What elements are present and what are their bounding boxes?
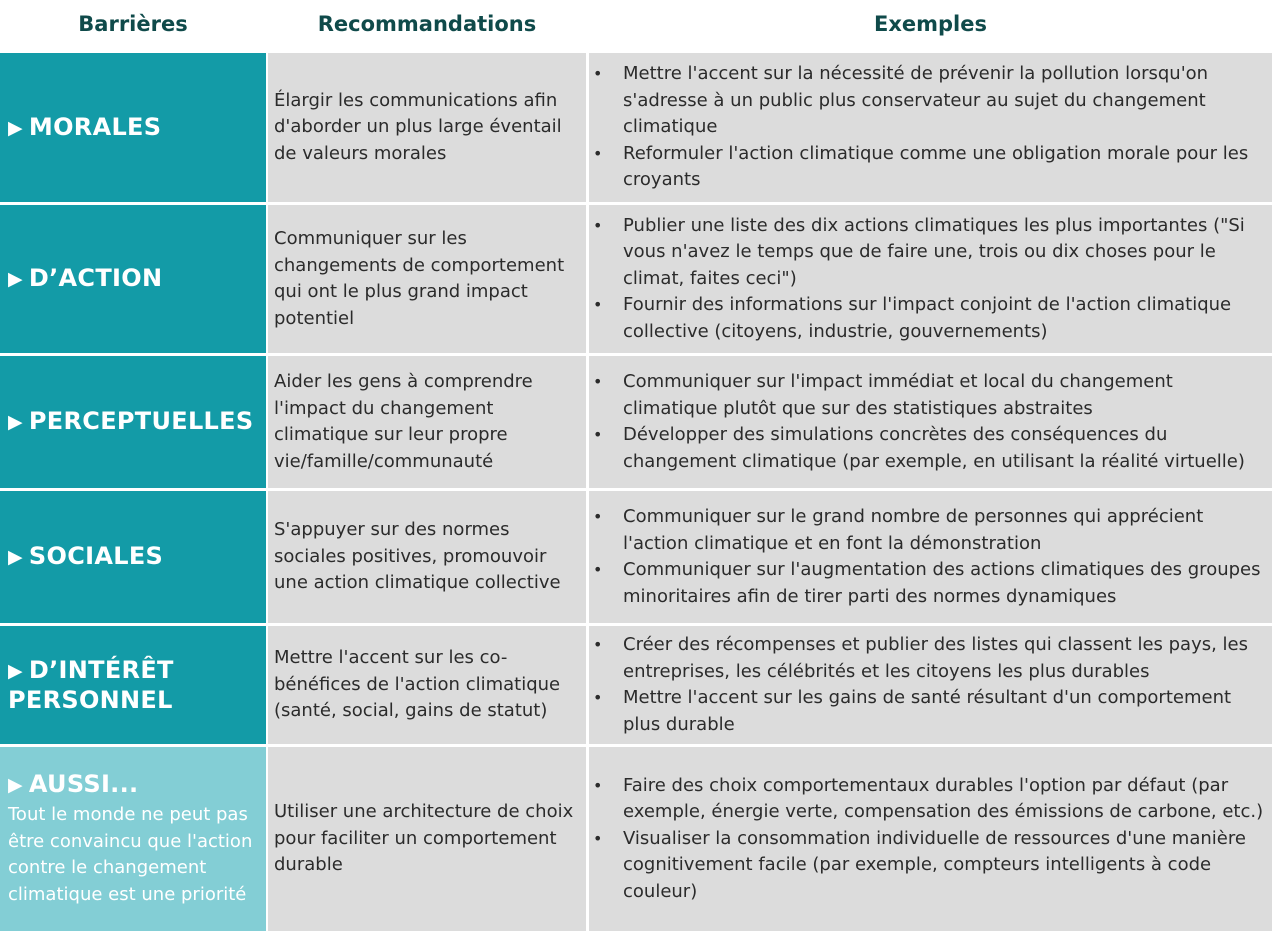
list-item: • Fournir des informations sur l'impact conjoint de l'action climatique collective (citoyens, industrie, gouvernements) xyxy=(593,294,1232,342)
examples-list xyxy=(589,369,1264,475)
triangle-right-icon: ▶ xyxy=(8,659,23,682)
list-item: • Développer des simulations concrètes des conséquences du changement climatique (par exemple, en utilisant la réalité virtuelle) xyxy=(593,424,1245,472)
bullet-icon: • xyxy=(593,828,603,848)
examples-list xyxy=(589,632,1264,738)
barrier-cell xyxy=(0,747,266,931)
list-item: • Reformuler l'action climatique comme une obligation morale pour les croyants xyxy=(593,142,1249,191)
examples-cell xyxy=(589,626,1272,744)
list-item: • Publier une liste des dix actions climatiques les plus importantes ("Si vous n'avez le temps que de faire une, trois ou dix choses pour le climat, faites ceci") xyxy=(593,214,1245,289)
examples-list xyxy=(589,773,1264,906)
table-row xyxy=(0,205,1272,353)
list-item: • Communiquer sur l'impact immédiat et local du changement climatique plutôt que sur des statistiques abstraites xyxy=(593,371,1173,419)
examples-cell xyxy=(589,356,1272,488)
examples-cell xyxy=(589,205,1272,353)
bullet-icon: • xyxy=(593,507,603,526)
barrier-title: ▶ MORALES xyxy=(8,112,162,141)
recommendation-cell: Mettre l'accent sur les co-bénéfices de l'action climatique (santé, social, gains de statut) xyxy=(268,626,586,744)
triangle-right-icon: ▶ xyxy=(8,774,23,796)
recommendation-cell: Communiquer sur les changements de comportement qui ont le plus grand impact potentiel xyxy=(268,205,586,353)
table-row xyxy=(0,626,1272,744)
barrier-cell xyxy=(0,356,266,488)
examples-list xyxy=(589,61,1264,194)
examples-cell xyxy=(589,747,1272,931)
barrier-cell xyxy=(0,491,266,623)
bullet-icon: • xyxy=(593,635,603,654)
table-row xyxy=(0,53,1272,202)
barrier-note: Tout le monde ne peut pas être convaincu que l'action contre le changement climatique est une priorité xyxy=(8,804,253,905)
barrier-cell xyxy=(0,53,266,202)
list-item: • Communiquer sur le grand nombre de personnes qui apprécient l'action climatique et en font la démonstration xyxy=(593,506,1204,554)
barrier-title: ▶ AUSSI... xyxy=(8,770,139,798)
table-row xyxy=(0,747,1272,931)
list-item: • Créer des récompenses et publier des listes qui classent les pays, les entreprises, les célébrités et les citoyens les plus durables xyxy=(593,634,1249,682)
list-item: • Mettre l'accent sur la nécessité de prévenir la pollution lorsqu'on s'adresse à un public plus conservateur au sujet du changement climatique xyxy=(593,63,1209,138)
table-row xyxy=(0,491,1272,623)
barrier-title: ▶ PERCEPTUELLES xyxy=(8,407,254,435)
list-item: • Faire des choix comportementaux durables l'option par défaut (par exemple, énergie verte, compensation des émissions de carbone, etc.) xyxy=(593,774,1264,823)
triangle-right-icon: ▶ xyxy=(8,411,23,433)
bullet-icon: • xyxy=(593,295,603,315)
triangle-right-icon: ▶ xyxy=(8,268,23,290)
recommendation-cell: Aider les gens à comprendre l'impact du changement climatique sur leur propre vie/famille/communauté xyxy=(268,356,586,488)
bullet-icon: • xyxy=(593,775,603,795)
table-row xyxy=(0,356,1272,488)
barrier-title-line-2: PERSONNEL xyxy=(8,685,173,714)
list-item: • Mettre l'accent sur les gains de santé résultant d'un comportement plus durable xyxy=(593,687,1232,735)
examples-list xyxy=(589,504,1264,610)
header-barrieres: Barrières xyxy=(78,12,188,36)
list-item: • Visualiser la consommation individuelle de ressources d'une manière cognitivement facile (par exemple, compteurs intelligents à code couleur) xyxy=(593,827,1246,902)
barrier-cell xyxy=(0,626,266,744)
bullet-icon: • xyxy=(593,425,603,444)
recommendation-cell: S'appuyer sur des normes sociales positives, promouvoir une action climatique collective xyxy=(268,491,586,623)
bullet-icon: • xyxy=(593,64,603,84)
triangle-right-icon: ▶ xyxy=(8,546,23,568)
bullet-icon: • xyxy=(593,560,603,579)
table-header xyxy=(0,0,1272,52)
barrier-cell xyxy=(0,205,266,353)
bullet-icon: • xyxy=(593,215,603,235)
bullet-icon: • xyxy=(593,688,603,707)
bullet-icon: • xyxy=(593,143,603,163)
examples-cell xyxy=(589,491,1272,623)
header-exemples: Exemples xyxy=(874,12,987,36)
barrier-title: ▶ SOCIALES xyxy=(8,542,164,570)
examples-cell xyxy=(589,53,1272,202)
examples-list xyxy=(589,213,1264,346)
recommendation-cell: Élargir les communications afin d'aborder un plus large éventail de valeurs morales xyxy=(268,53,586,202)
triangle-right-icon: ▶ xyxy=(8,116,23,139)
barrier-title: ▶ D’INTÉRÊT xyxy=(8,655,174,684)
recommendation-cell: Utiliser une architecture de choix pour faciliter un comportement durable xyxy=(268,747,586,931)
list-item: • Communiquer sur l'augmentation des actions climatiques des groupes minoritaires afin de tirer parti des normes dynamiques xyxy=(593,559,1261,607)
bullet-icon: • xyxy=(593,372,603,391)
header-recommandations: Recommandations xyxy=(317,12,537,36)
barrier-title: ▶ D’ACTION xyxy=(8,264,163,292)
